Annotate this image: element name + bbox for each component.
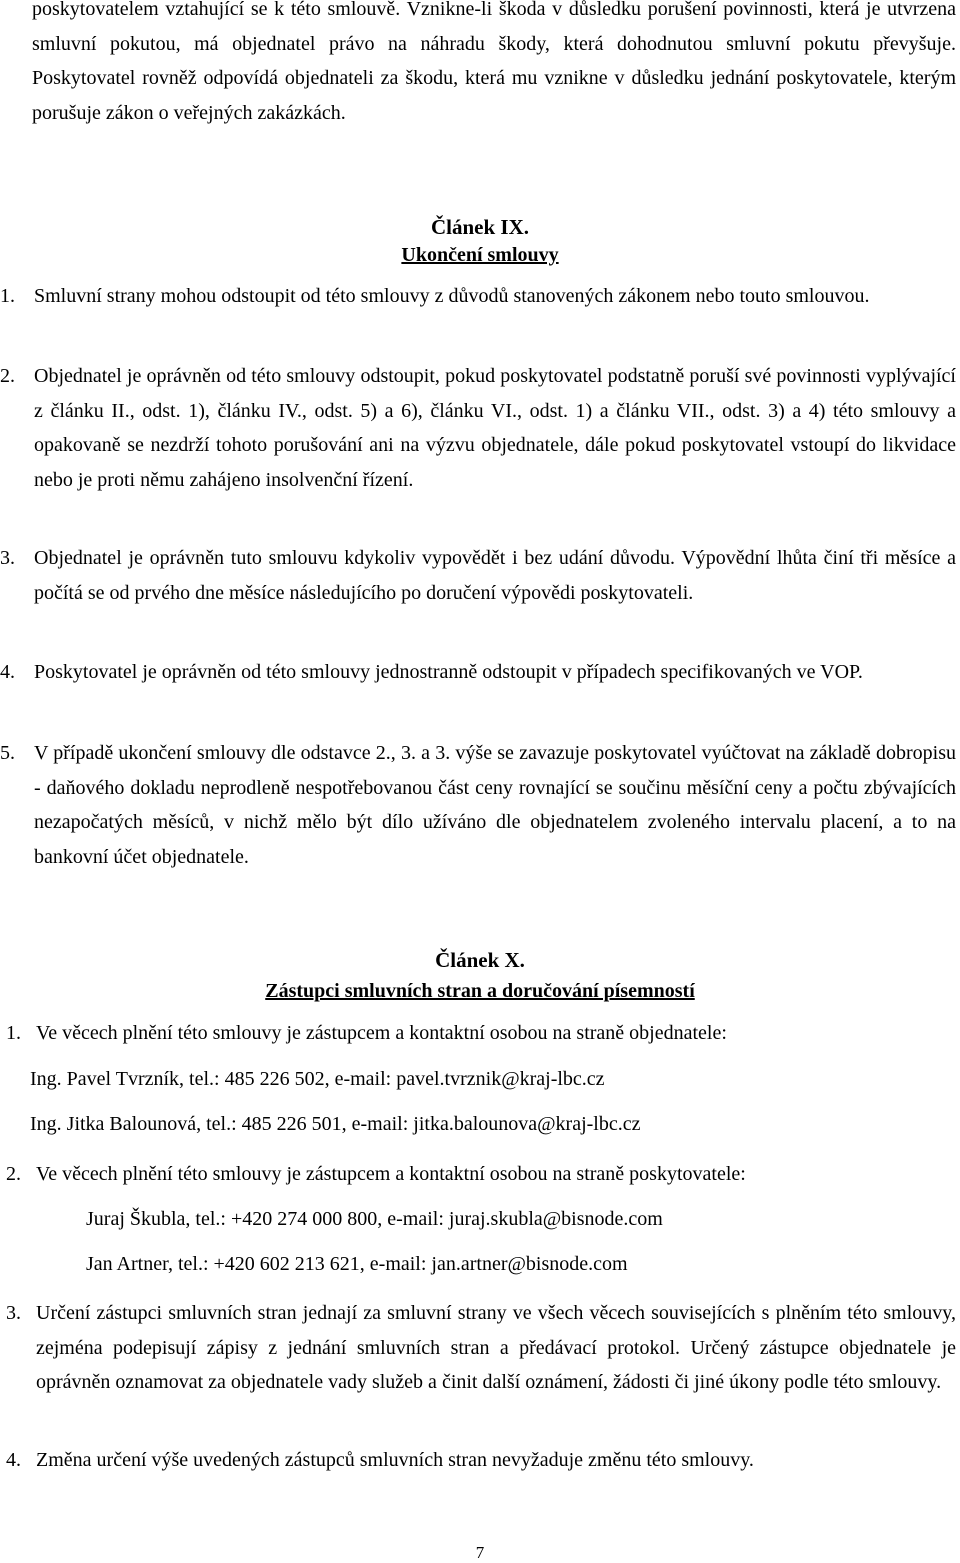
item-number: 2. xyxy=(6,1163,21,1185)
item-text: Změna určení výše uvedených zástupců smluvních stran nevyžaduje změnu této smlouvy. xyxy=(36,1449,754,1471)
item-text: Objednatel je oprávněn tuto smlouvu kdykoliv vypovědět i bez udání důvodu. Výpovědní lhůta činí tři měsíce a počítá se od prvého dne měsíce následujícího po doručení výpovědi poskytovateli. xyxy=(34,547,956,604)
item-number: 3. xyxy=(6,1302,21,1324)
item-text: Určení zástupci smluvních stran jednají za smluvní strany ve všech věcech souvisejících s plněním této smlouvy, zejména podepisují zápisy z jednání smluvních stran a předávací protokol. Určený zástupce objednatele je oprávněn oznamovat za objednatele vady služeb a činit další oznámení, žádosti či jiné úkony podle této smlouvy. xyxy=(36,1302,956,1393)
item-text: Objednatel je oprávněn od této smlouvy odstoupit, pokud poskytovatel podstatně poruší své povinnosti vyplývající z článku II., odst. 1), článku IV., odst. 5) a 6), článku VI., odst. 1) a článku VII., odst. 3) a 4) této smlouvy a opakovaně se nezdrží tohoto porušování ani na výzvu objednatele, dále pokud poskytovatel vstoupí do likvidace nebo je proti němu zahájeno insolvenční řízení. xyxy=(34,365,956,491)
article-ix-title: Článek IX. xyxy=(430,215,530,239)
item-number: 3. xyxy=(0,547,15,569)
contact-objednatel-2: Ing. Jitka Balounová, tel.: 485 226 501, e-mail: jitka.balounova@kraj-lbc.cz xyxy=(30,1113,641,1135)
item-number: 1. xyxy=(0,285,15,307)
item-number: 1. xyxy=(6,1022,21,1044)
article-ix-item-3 xyxy=(0,541,956,610)
item-text: Ve věcech plnění této smlouvy je zástupcem a kontaktní osobou na straně poskytovatele: xyxy=(36,1163,746,1185)
item-text: Poskytovatel je oprávněn od této smlouvy jednostranně odstoupit v případech specifikovaných ve VOP. xyxy=(34,661,863,683)
article-x-item-4 xyxy=(0,1443,956,1478)
item-text: Smluvní strany mohou odstoupit od této smlouvy z důvodů stanovených zákonem nebo touto smlouvou. xyxy=(34,285,870,307)
item-number: 4. xyxy=(0,661,15,683)
item-text: V případě ukončení smlouvy dle odstavce 2., 3. a 3. výše se zavazuje poskytovatel vyúčtovat na základě dobropisu - daňového dokladu neprodleně nespotřebovanou část ceny rovnající se součinu měsíční ceny a počtu zbývajících nezapočatých měsíců, v nichž mělo být dílo užíváno dle objednatelem zvoleného intervalu placení, a to na bankovní účet objednatele. xyxy=(34,742,956,868)
page-number: 7 xyxy=(475,1543,485,1562)
contact-objednatel-1: Ing. Pavel Tvrzník, tel.: 485 226 502, e-mail: pavel.tvrznik@kraj-lbc.cz xyxy=(30,1068,605,1090)
item-number: 5. xyxy=(0,742,15,764)
item-text: Ve věcech plnění této smlouvy je zástupcem a kontaktní osobou na straně objednatele: xyxy=(36,1022,727,1044)
article-x-item-1 xyxy=(0,1016,956,1051)
article-ix-item-1 xyxy=(0,279,956,314)
item-number: 2. xyxy=(0,365,15,387)
article-ix-item-4 xyxy=(0,655,956,690)
article-ix-item-5 xyxy=(0,736,956,874)
article-x-item-2 xyxy=(0,1157,956,1192)
intro-paragraph: poskytovatelem vztahující se k této smlouvě. Vznikne-li škoda v důsledku porušení povinnosti, která je utvrzena smluvní pokutou, má objednatel právo na náhradu škody, která dohodnutou smluvní pokutu převyšuje. Poskytovatel rovněž odpovídá objednateli za škodu, která mu vznikne v důsledku jednání poskytovatele, kterým porušuje zákon o veřejných zakázkách. xyxy=(32,0,956,124)
article-x-item-3 xyxy=(0,1296,956,1400)
article-ix-subtitle: Ukončení smlouvy xyxy=(401,244,559,266)
article-x-subtitle: Zástupci smluvních stran a doručování písemností xyxy=(265,980,695,1002)
item-number: 4. xyxy=(6,1449,21,1471)
article-x-title: Článek X. xyxy=(435,948,525,972)
article-ix-item-2 xyxy=(0,359,956,497)
contact-poskytovatel-1: Juraj Škubla, tel.: +420 274 000 800, e-mail: juraj.skubla@bisnode.com xyxy=(86,1208,663,1230)
contact-poskytovatel-2: Jan Artner, tel.: +420 602 213 621, e-mail: jan.artner@bisnode.com xyxy=(86,1253,628,1275)
